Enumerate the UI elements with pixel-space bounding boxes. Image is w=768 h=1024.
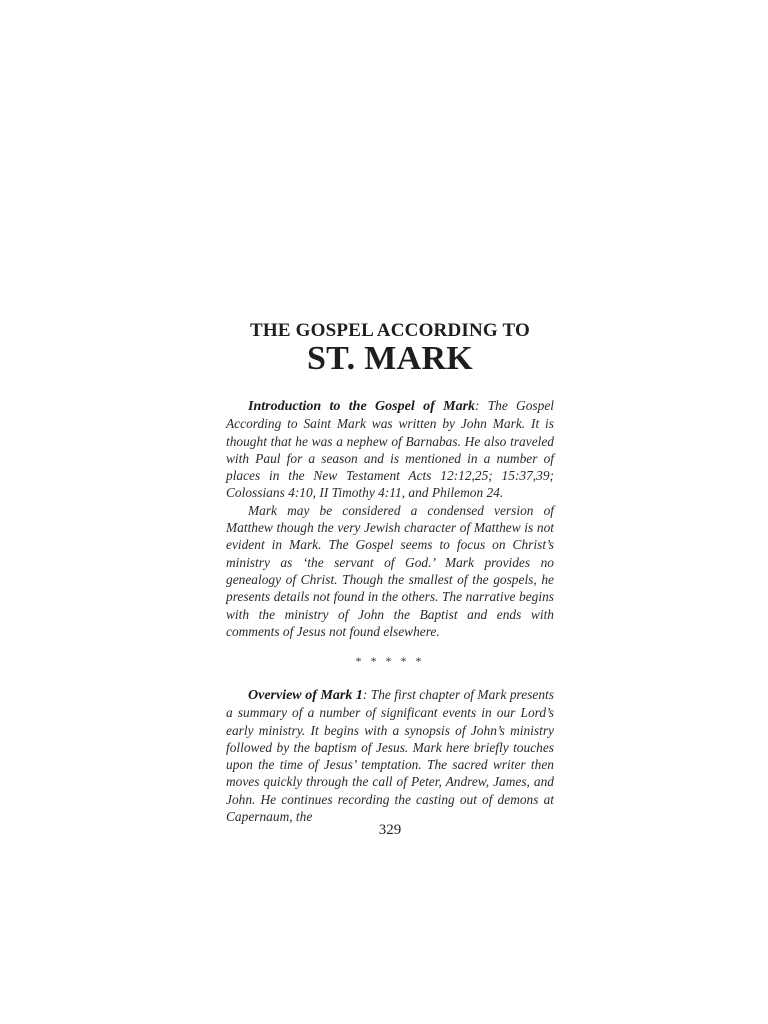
intro-paragraph-1 xyxy=(226,397,554,502)
overview-section xyxy=(226,686,554,825)
intro-text: : The Gospel According to Saint Mark was written by John Mark. It is thought that he was a nephew of Barnabas. He also traveled with Paul for a season and is mentioned in a number of places in the New Testament Acts 12:12,25; 15:37,39; Colossians 4:10, II Timothy 4:11, and Philemon 24. xyxy=(226,398,554,501)
chapter-subtitle: THE GOSPEL ACCORDING TO xyxy=(250,320,530,341)
overview-lead: Overview of Mark 1 xyxy=(248,688,363,703)
section-separator: * * * * * xyxy=(355,654,425,668)
chapter-title: ST. MARK xyxy=(306,340,474,377)
intro-lead: Introduction to the Gospel of Mark xyxy=(248,399,476,414)
page-number: 329 xyxy=(378,822,402,838)
intro-paragraph-2: Mark may be considered a condensed version of Matthew though the very Jewish character of Matthew is not evident in Mark. The Gospel seems to focus on Christ’s ministry as ‘the servant of God.’ Mark provides no genealogy of Christ. Though the smallest of the gospels, he presents details not found in the others. The narrative begins with the ministry of John the Baptist and ends with comments of Jesus not found elsewhere. xyxy=(226,502,554,639)
overview-paragraph-1 xyxy=(226,686,554,825)
overview-text: : The first chapter of Mark presents a summary of a number of significant events in our Lord’s early ministry. It begins with a synopsis of John’s ministry followed by the baptism of Jesus. Mark here briefly touches upon the time of Jesus’ temptation. The sacred writer then moves quickly through the call of Peter, Andrew, James, and John. He continues recording the casting out of demons at Capernaum, the xyxy=(226,687,554,825)
introduction-section xyxy=(226,397,554,640)
